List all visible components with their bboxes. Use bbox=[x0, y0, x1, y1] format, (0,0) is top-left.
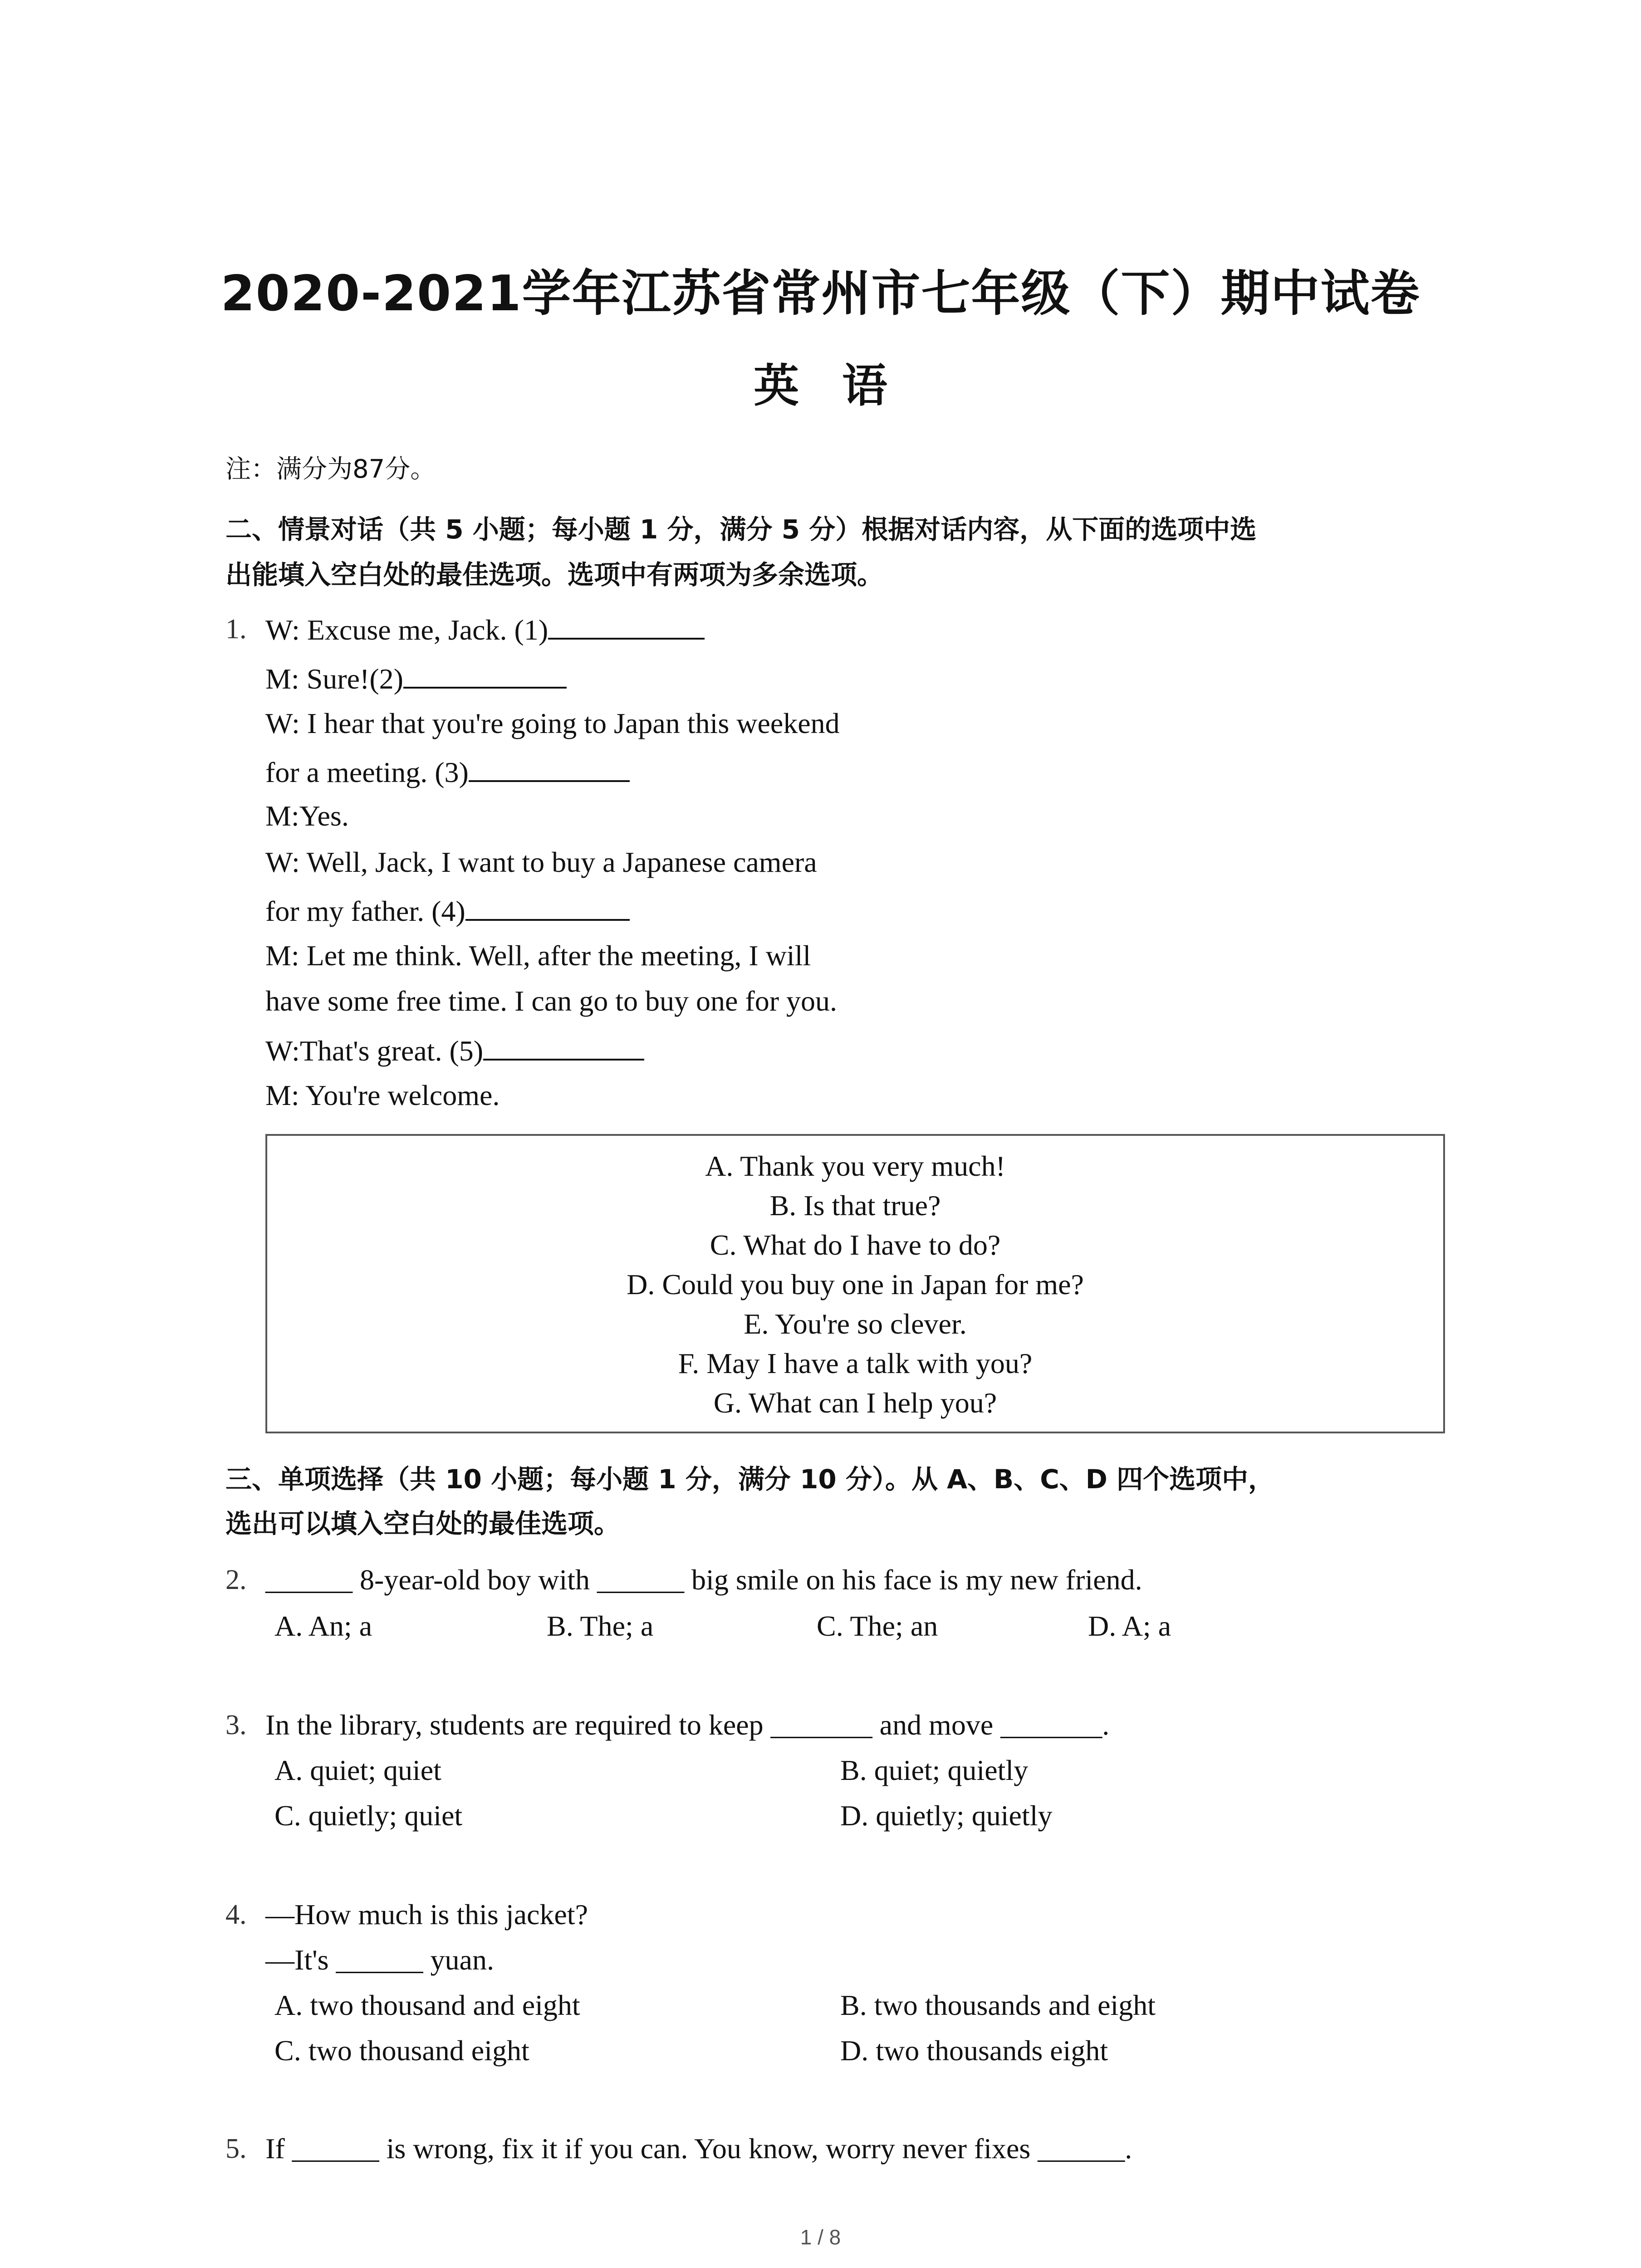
option-item: B. Is that true? bbox=[769, 1189, 941, 1222]
dialogue-line: for my father. (4) bbox=[265, 894, 630, 928]
choice-b: B. two thousands and eight bbox=[840, 1989, 1156, 2021]
choice-b: B. quiet; quietly bbox=[840, 1754, 1029, 1786]
answer-blank bbox=[469, 755, 630, 782]
choice-a: A. two thousand and eight bbox=[274, 1989, 580, 2021]
question-stem-line2: —It's ______ yuan. bbox=[265, 1944, 494, 1976]
options-box bbox=[265, 1134, 1445, 1433]
choice-d: D. quietly; quietly bbox=[840, 1799, 1053, 1832]
dialogue-line: M: Let me think. Well, after the meeting, I will bbox=[265, 939, 811, 972]
dialogue-line: W: Well, Jack, I want to buy a Japanese camera bbox=[265, 846, 817, 878]
option-item: E. You're so clever. bbox=[744, 1308, 967, 1340]
choice-b: B. The; a bbox=[547, 1610, 654, 1642]
page-indicator: 1 / 8 bbox=[800, 2225, 841, 2249]
choice-d: D. two thousands eight bbox=[840, 2034, 1108, 2067]
section2-heading-line2: 出能填入空白处的最佳选项。选项中有两项为多余选项。 bbox=[225, 559, 884, 590]
question-stem: If ______ is wrong, fix it if you can. You know, worry never fixes ______. bbox=[265, 2132, 1132, 2165]
question-number: 3. bbox=[225, 1710, 247, 1740]
option-item: A. Thank you very much! bbox=[705, 1150, 1005, 1182]
dialogue-line: have some free time. I can go to buy one for you. bbox=[265, 985, 838, 1017]
dialogue-line: W:That's great. (5) bbox=[265, 1033, 644, 1068]
choice-d: D. A; a bbox=[1088, 1610, 1171, 1642]
section3-heading-line2: 选出可以填入空白处的最佳选项。 bbox=[225, 1508, 621, 1539]
question-number: 5. bbox=[225, 2133, 247, 2164]
choice-c: C. The; an bbox=[817, 1610, 938, 1642]
page-title: 2020-2021学年江苏省常州市七年级（下）期中试卷 bbox=[220, 265, 1421, 322]
section2-heading-line1: 二、情景对话（共 5 小题；每小题 1 分，满分 5 分）根据对话内容，从下面的选项中选 bbox=[225, 514, 1257, 545]
choice-a: A. quiet; quiet bbox=[274, 1754, 441, 1786]
answer-blank bbox=[483, 1033, 644, 1061]
option-item: F. May I have a talk with you? bbox=[678, 1347, 1033, 1379]
question-stem: —How much is this jacket? bbox=[265, 1898, 588, 1931]
score-note: 注：满分为87分。 bbox=[225, 455, 436, 484]
choice-c: C. two thousand eight bbox=[274, 2034, 529, 2067]
choice-c: C. quietly; quiet bbox=[274, 1799, 463, 1832]
question-number: 4. bbox=[225, 1899, 247, 1930]
question-stem: ______ 8-year-old boy with ______ big smile on his face is my new friend. bbox=[265, 1564, 1142, 1596]
answer-blank bbox=[465, 894, 630, 921]
question-stem: In the library, students are required to keep _______ and move _______. bbox=[265, 1709, 1110, 1741]
question-number: 1. bbox=[225, 614, 247, 645]
option-item: D. Could you buy one in Japan for me? bbox=[627, 1268, 1084, 1300]
dialogue-line: M: Sure!(2) bbox=[265, 661, 567, 696]
choice-a: A. An; a bbox=[274, 1610, 372, 1642]
option-item: G. What can I help you? bbox=[713, 1387, 997, 1419]
option-item: C. What do I have to do? bbox=[710, 1229, 1001, 1261]
question-number: 2. bbox=[225, 1564, 247, 1595]
dialogue-line: M: You're welcome. bbox=[265, 1079, 500, 1111]
dialogue-line: W: I hear that you're going to Japan this weekend bbox=[265, 707, 840, 739]
dialogue-line: M:Yes. bbox=[265, 800, 349, 832]
subject-title: 英 语 bbox=[754, 359, 887, 412]
dialogue-line: W: Excuse me, Jack. (1) bbox=[265, 612, 705, 647]
section3-heading-line1: 三、单项选择（共 10 小题；每小题 1 分，满分 10 分）。从 A、B、C、D 四个选项中， bbox=[225, 1464, 1275, 1495]
answer-blank bbox=[548, 612, 705, 640]
answer-blank bbox=[403, 661, 567, 689]
dialogue-line: for a meeting. (3) bbox=[265, 755, 630, 789]
